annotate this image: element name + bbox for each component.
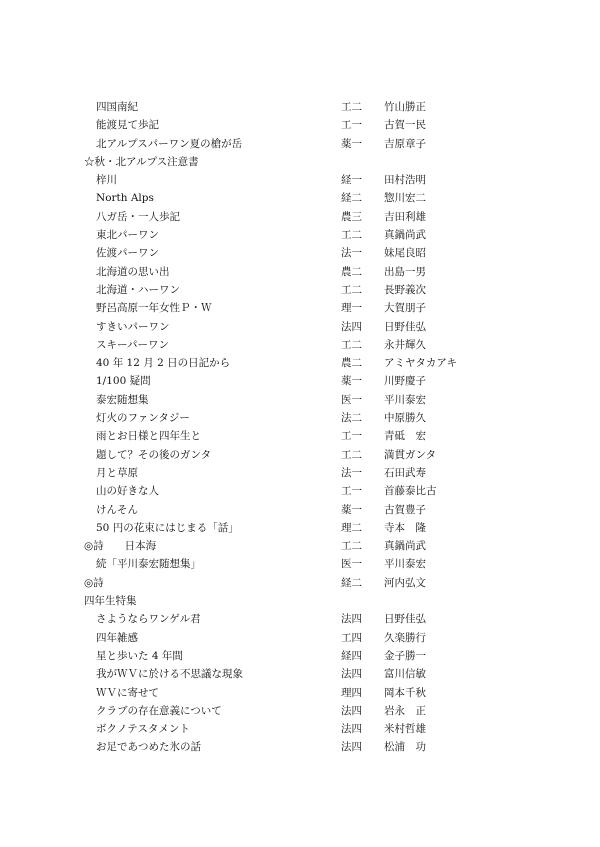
toc-section-heading xyxy=(0,592,600,610)
table-of-contents xyxy=(0,98,600,757)
entry-author: 米村哲雄 xyxy=(384,723,426,736)
entry-title: 40 年 12 月 2 日の日記から xyxy=(96,357,231,370)
entry-author: 真鍋尚武 xyxy=(384,229,426,242)
entry-title: 北海道・ハーワン xyxy=(96,283,180,296)
toc-section-heading xyxy=(0,574,600,592)
entry-author: 金子勝一 xyxy=(384,649,426,662)
toc-entry xyxy=(0,263,600,281)
toc-entry xyxy=(0,171,600,189)
entry-department: 農二 xyxy=(341,265,362,278)
entry-author: 田村浩明 xyxy=(384,174,426,187)
entry-title: 我がＷＶに於ける不思議な現象 xyxy=(96,668,243,681)
entry-department: 工二 xyxy=(341,338,362,351)
entry-author: 真鍋尚武 xyxy=(384,540,426,553)
entry-department: 工一 xyxy=(341,485,362,498)
entry-title: 星と歩いた 4 年間 xyxy=(96,649,183,662)
entry-title: 四年雑感 xyxy=(96,631,138,644)
entry-author: 中原勝久 xyxy=(384,412,426,425)
entry-department: 工二 xyxy=(341,101,362,113)
toc-entry xyxy=(0,519,600,537)
entry-department: 法一 xyxy=(341,247,362,260)
toc-entry xyxy=(0,647,600,665)
entry-author: 古賀豊子 xyxy=(384,503,426,516)
toc-entry xyxy=(0,318,600,336)
entry-title: 月と草原 xyxy=(96,466,138,479)
toc-entry xyxy=(0,684,600,702)
entry-title: 題して？その後のガンタ xyxy=(96,448,212,461)
entry-author: 長野義次 xyxy=(384,283,426,296)
entry-title: North Alps xyxy=(96,192,154,205)
toc-entry xyxy=(0,501,600,519)
entry-author: 松浦 功 xyxy=(384,741,426,754)
entry-title: お足であつめた氷の話 xyxy=(96,741,201,754)
entry-title: 山の好きな人 xyxy=(96,485,159,498)
toc-entry xyxy=(0,610,600,628)
entry-department: 工一 xyxy=(341,119,362,132)
entry-department: 薬一 xyxy=(341,503,362,516)
entry-department: 理一 xyxy=(341,302,362,315)
toc-entry xyxy=(0,299,600,317)
entry-department: 農二 xyxy=(341,357,362,370)
entry-department: 法四 xyxy=(341,320,362,333)
entry-title: クラブの存在意義について xyxy=(96,704,222,717)
entry-title: 灯火のファンタジー xyxy=(96,412,190,425)
entry-department: 法四 xyxy=(341,704,362,717)
toc-entry xyxy=(0,427,600,445)
toc-entry xyxy=(0,464,600,482)
entry-author: 吉田利雄 xyxy=(384,210,426,223)
entry-title: ボクノテスタメント xyxy=(96,723,190,736)
entry-title: 四年生特集 xyxy=(84,595,137,608)
toc-entry xyxy=(0,482,600,500)
entry-department: 薬一 xyxy=(341,375,362,388)
entry-author: 岩永 正 xyxy=(384,704,426,717)
entry-department: 理四 xyxy=(341,686,362,699)
entry-department: 工一 xyxy=(341,430,362,443)
entry-author: 惣川宏二 xyxy=(384,192,426,205)
entry-author: 富川信敏 xyxy=(384,668,426,681)
entry-department: 法二 xyxy=(341,412,362,425)
entry-department: 理二 xyxy=(341,521,362,534)
entry-title: 50 円の花束にはじまる「話」 xyxy=(96,521,239,534)
entry-title: さようならワンゲル君 xyxy=(96,613,201,626)
entry-title: ＷＶに寄せて xyxy=(96,686,159,699)
entry-title: 泰宏随想集 xyxy=(96,393,149,406)
toc-entry xyxy=(0,702,600,720)
toc-section-heading xyxy=(0,537,600,555)
toc-entry xyxy=(0,281,600,299)
entry-department: 法四 xyxy=(341,613,362,626)
entry-author: アミヤタカアキ xyxy=(384,357,457,370)
entry-department: 経二 xyxy=(341,192,362,205)
entry-department: 工四 xyxy=(341,631,362,644)
entry-author: 川野慶子 xyxy=(384,375,426,388)
entry-author: 満貫ガンタ xyxy=(384,448,437,461)
entry-department: 工二 xyxy=(341,229,362,242)
entry-title: 能渡見て歩記 xyxy=(96,119,159,132)
entry-author: 平川泰宏 xyxy=(384,558,426,571)
entry-author: 河内弘文 xyxy=(384,576,426,589)
entry-department: 農三 xyxy=(341,210,362,223)
entry-department: 工二 xyxy=(341,283,362,296)
entry-title: すきいパーワン xyxy=(96,320,170,333)
entry-title: 八ガ岳・一人歩記 xyxy=(96,210,180,223)
toc-entry xyxy=(0,372,600,390)
entry-author: 寺本 隆 xyxy=(384,521,426,534)
toc-entry xyxy=(0,409,600,427)
entry-title: 四国南紀 xyxy=(96,101,138,113)
toc-entry xyxy=(0,629,600,647)
entry-title: 野呂高原一年女性Ｐ・Ｗ xyxy=(96,302,212,315)
entry-author: 永井輝久 xyxy=(384,338,426,351)
toc-entry xyxy=(0,189,600,207)
entry-title: ☆秋・北アルプス注意書 xyxy=(84,155,199,168)
entry-title: ◎詩 日本海 xyxy=(84,540,157,553)
toc-entry xyxy=(0,446,600,464)
entry-department: 経一 xyxy=(341,174,362,187)
entry-author: 久楽勝行 xyxy=(384,631,426,644)
toc-entry xyxy=(0,116,600,134)
entry-department: 経四 xyxy=(341,649,362,662)
toc-entry xyxy=(0,208,600,226)
entry-author: 妹尾良昭 xyxy=(384,247,426,260)
entry-author: 吉原章子 xyxy=(384,137,426,150)
entry-title: 1/100 疑問 xyxy=(96,375,151,388)
entry-department: 工二 xyxy=(341,540,362,553)
toc-entry xyxy=(0,665,600,683)
entry-department: 経二 xyxy=(341,576,362,589)
toc-entry xyxy=(0,555,600,573)
entry-title: 続「平川泰宏随想集」 xyxy=(96,558,201,571)
entry-title: スキーパーワン xyxy=(96,338,169,351)
entry-title: 佐渡パーワン xyxy=(96,247,159,260)
entry-title: ◎詩 xyxy=(84,576,104,589)
entry-department: 法一 xyxy=(341,466,362,479)
toc-entry xyxy=(0,98,600,116)
entry-author: 日野佳弘 xyxy=(384,613,426,626)
toc-entry xyxy=(0,720,600,738)
entry-title: 梓川 xyxy=(96,174,117,187)
toc-entry xyxy=(0,244,600,262)
entry-author: 大賀朋子 xyxy=(384,302,426,315)
entry-author: 石田武寿 xyxy=(384,466,426,479)
entry-title: 北アルプスパーワン夏の槍が岳 xyxy=(96,137,243,150)
entry-department: 薬一 xyxy=(341,137,362,150)
entry-title: けんそん xyxy=(96,503,138,516)
entry-department: 法四 xyxy=(341,668,362,681)
toc-entry xyxy=(0,336,600,354)
toc-entry xyxy=(0,135,600,153)
toc-entry xyxy=(0,391,600,409)
toc-entry xyxy=(0,226,600,244)
toc-section-heading xyxy=(0,153,600,171)
entry-title: 北海道の思い出 xyxy=(96,265,170,278)
entry-department: 工二 xyxy=(341,448,362,461)
entry-department: 法四 xyxy=(341,741,362,754)
entry-author: 平川泰宏 xyxy=(384,393,426,406)
entry-department: 法四 xyxy=(341,723,362,736)
entry-author: 青砥 宏 xyxy=(384,430,426,443)
toc-entry xyxy=(0,354,600,372)
entry-author: 日野佳弘 xyxy=(384,320,426,333)
entry-author: 古賀一民 xyxy=(384,119,426,132)
toc-entry xyxy=(0,738,600,756)
entry-title: 雨とお日様と四年生と xyxy=(96,430,201,443)
entry-author: 岡本千秋 xyxy=(384,686,426,699)
entry-department: 医一 xyxy=(341,558,362,571)
entry-author: 首藤泰比古 xyxy=(384,485,437,498)
entry-author: 出島一男 xyxy=(384,265,426,278)
entry-title: 東北パーワン xyxy=(96,229,159,242)
entry-department: 医一 xyxy=(341,393,362,406)
entry-author: 竹山勝正 xyxy=(384,101,426,113)
